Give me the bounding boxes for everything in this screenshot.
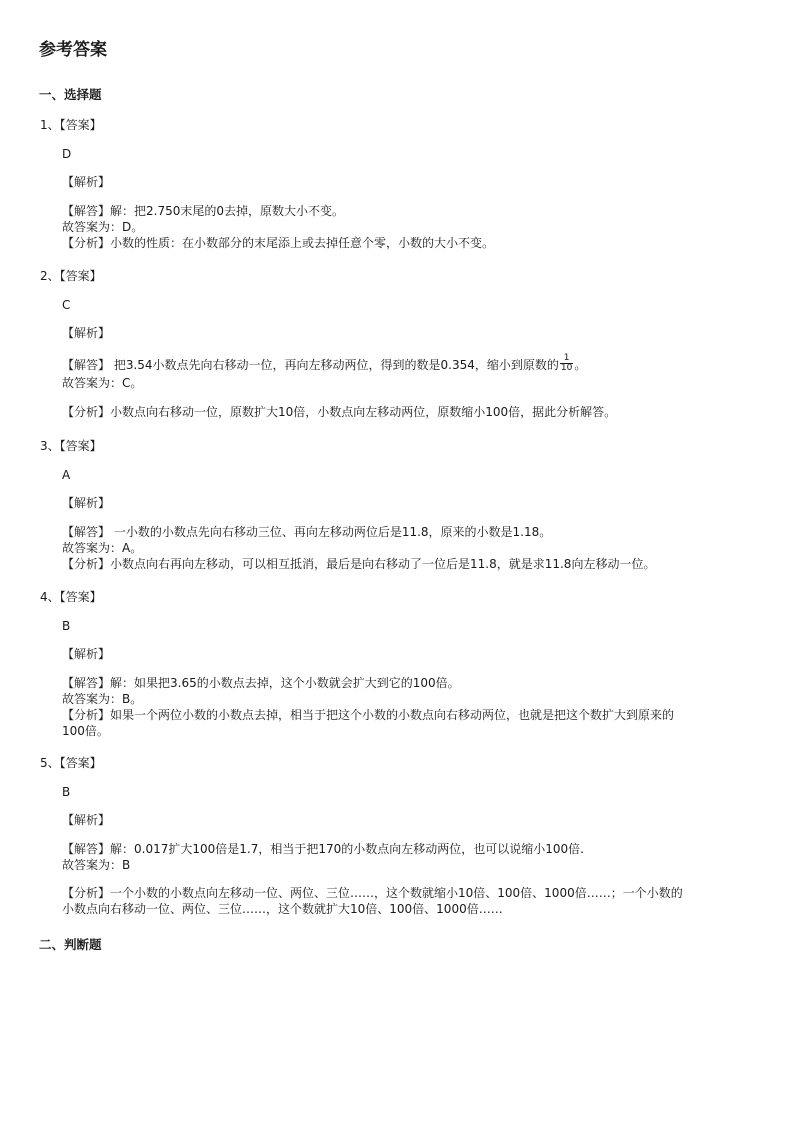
section-heading-choice: 一、选择题 [39,87,102,102]
fraction-one-tenth [560,354,573,373]
question-3-explanation: 【分析】小数点向右再向左移动，可以相互抵消，最后是向右移动了一位后是11.8，就是求11.8向左移动一位。 [62,557,656,571]
question-2-solution-end: 。 [574,358,587,372]
question-2-heading: 2、【答案】 [40,269,102,283]
question-3-solution: 【解答】 一小数的小数点先向右移动三位、再向左移动两位后是11.8，原来的小数是1.18。 [62,525,552,539]
question-4-heading: 4、【答案】 [40,590,102,604]
question-4-answer: B [62,619,71,633]
question-5-answer: B [62,785,71,799]
question-2-explanation: 【分析】小数点向右移动一位，原数扩大10倍，小数点向左移动两位，原数缩小100倍，据此分析解答。 [62,405,617,419]
question-5-explanation-line-1: 【分析】一个小数的小数点向左移动一位、两位、三位……，这个数就缩小10倍、100倍、1000倍……；一个小数的 [62,886,683,900]
question-5-analysis-label: 【解析】 [62,813,111,827]
question-3-heading: 3、【答案】 [40,439,102,453]
question-2-solution [62,353,587,375]
question-1-explanation: 【分析】小数的性质：在小数部分的末尾添上或去掉任意个零，小数的大小不变。 [62,236,495,250]
question-5-result: 故答案为：B [62,858,131,872]
question-5-heading: 5、【答案】 [40,756,102,770]
question-4-explanation-line-2: 100倍。 [62,724,109,738]
question-3-analysis-label: 【解析】 [62,496,111,510]
question-2-answer: C [62,298,71,312]
question-5-explanation-line-2: 小数点向右移动一位、两位、三位……，这个数就扩大10倍、100倍、1000倍…… [62,902,503,916]
question-2-solution-text: 【解答】 把3.54小数点先向右移动一位，再向左移动两位，得到的数是0.354，缩小到原数的 [62,358,559,372]
question-1-answer: D [62,147,72,161]
question-1-analysis-label: 【解析】 [62,175,111,189]
question-4-result: 故答案为：B。 [62,692,143,706]
question-1-solution: 【解答】解：把2.750末尾的0去掉，原数大小不变。 [62,204,344,218]
question-3-answer: A [62,468,71,482]
fraction-numerator: 1 [560,354,573,364]
section-heading-judgment: 二、判断题 [39,937,102,952]
question-1-heading: 1、【答案】 [40,118,102,132]
question-4-explanation-line-1: 【分析】如果一个两位小数的小数点去掉，相当于把这个小数的小数点向右移动两位，也就是把这个数扩大到原来的 [62,708,675,722]
fraction-denominator: 10 [560,363,573,373]
question-3-result: 故答案为：A。 [62,541,143,555]
question-1-result: 故答案为：D。 [62,220,144,234]
question-4-solution: 【解答】解：如果把3.65的小数点去掉，这个小数就会扩大到它的100倍。 [62,676,460,690]
question-2-analysis-label: 【解析】 [62,326,111,340]
question-2-result: 故答案为：C。 [62,376,143,390]
question-4-analysis-label: 【解析】 [62,647,111,661]
question-5-solution: 【解答】解：0.017扩大100倍是1.7，相当于把170的小数点向左移动两位，也可以说缩小100倍. [62,842,584,856]
page-title: 参考答案 [39,40,107,60]
